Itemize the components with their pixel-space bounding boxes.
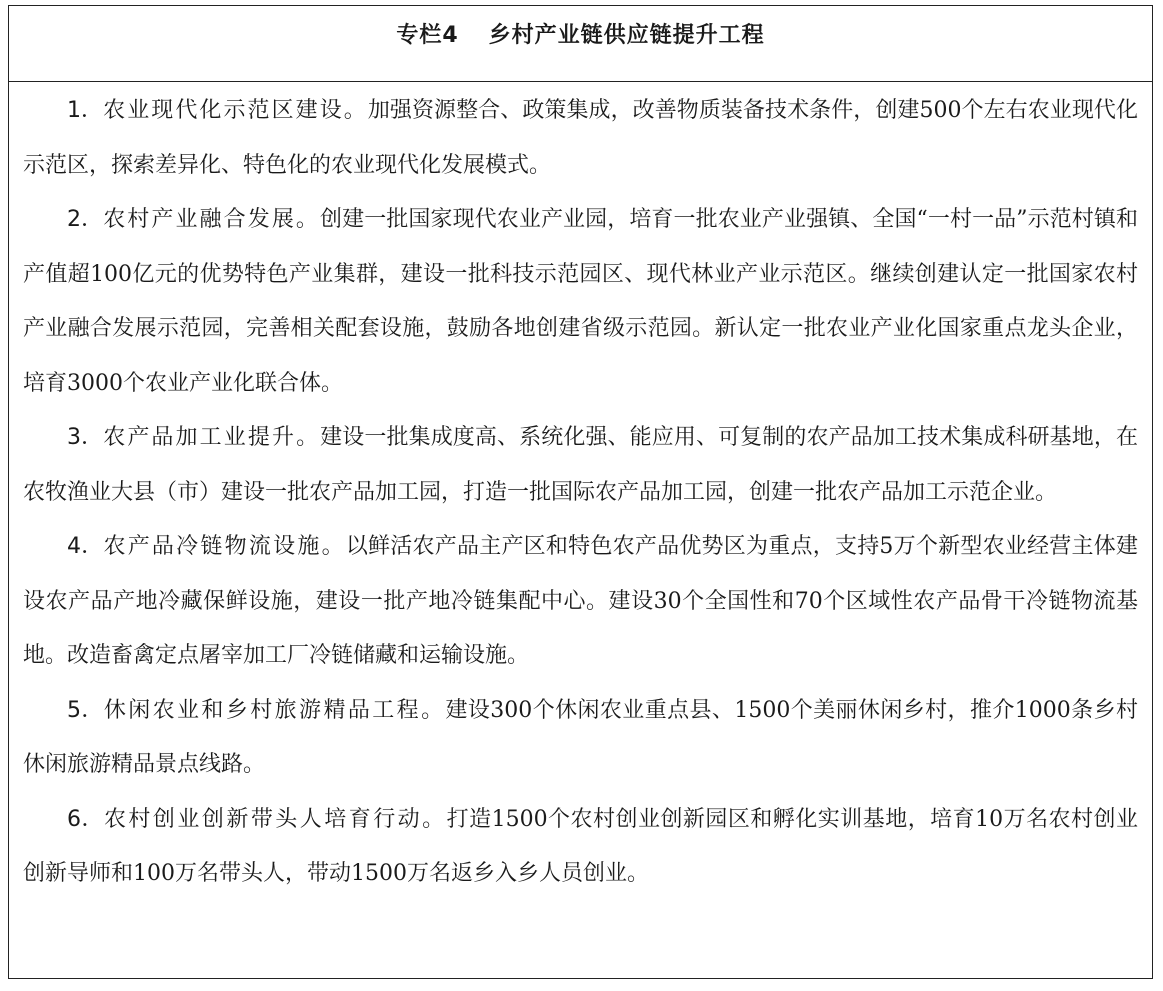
item-heading: 休闲农业和乡村旅游精品工程。 [103,697,446,723]
item-heading: 农产品冷链物流设施。 [103,534,346,559]
list-item [23,193,1138,411]
item-body: 建设一批集成度高、系统化强、能应用、可复制的农产品加工技术集成科研基地，在农牧渔业大县（市）建设一批农产品加工园，打造一批国际农产品加工园，创建一批农产品加工示范企业。 [23,425,1138,505]
list-item [23,411,1138,520]
item-heading: 农村产业融合发展。 [103,207,321,232]
list-item [23,84,1138,193]
column-box [8,5,1153,979]
column-label: 专栏4 [396,23,459,48]
title-row [9,6,1152,82]
column-content [9,82,1152,902]
item-body: 以鲜活农产品主产区和特色农产品优势区为重点，支持5万个新型农业经营主体建设农产品产地冷藏保鲜设施，建设一批产地冷链集配中心。建设30个全国性和70个区域性农产品骨干冷链物流基地。改造畜禽定点屠宰加工厂冷链储藏和运输设施。 [23,534,1138,668]
item-heading: 农村创业创新带头人培育行动。 [103,806,447,832]
item-index: 5． [67,697,104,723]
item-index: 2． [67,207,104,232]
item-body: 打造1500个农村创业创新园区和孵化实训基地，培育10万名农村创业创新导师和100万名带头人，带动1500万名返乡入乡人员创业。 [23,806,1138,886]
item-index: 1． [67,98,104,123]
item-heading: 农业现代化示范区建设。 [103,98,368,123]
item-index: 6． [67,806,104,832]
list-item [23,520,1138,684]
item-index: 3． [67,425,104,450]
item-body: 加强资源整合、政策集成，改善物质装备技术条件，创建500个左右农业现代化示范区，探索差异化、特色化的农业现代化发展模式。 [23,98,1138,178]
item-index: 4． [67,534,104,559]
item-body: 创建一批国家现代农业产业园，培育一批农业产业强镇、全国“一村一品”示范村镇和产值超100亿元的优势特色产业集群，建设一批科技示范园区、现代林业产业示范区。继续创建认定一批国家农村产业融合发展示范园，完善相关配套设施，鼓励各地创建省级示范园。新认定一批农业产业化国家重点龙头企业，培育3000个农业产业化联合体。 [23,207,1138,396]
column-title-text: 乡村产业链供应链提升工程 [488,23,765,48]
list-item [23,793,1138,902]
item-body: 建设300个休闲农业重点县、1500个美丽休闲乡村，推介1000条乡村休闲旅游精品景点线路。 [23,697,1138,777]
column-title [396,18,764,49]
list-item [23,684,1138,793]
item-heading: 农产品加工业提升。 [103,425,321,450]
